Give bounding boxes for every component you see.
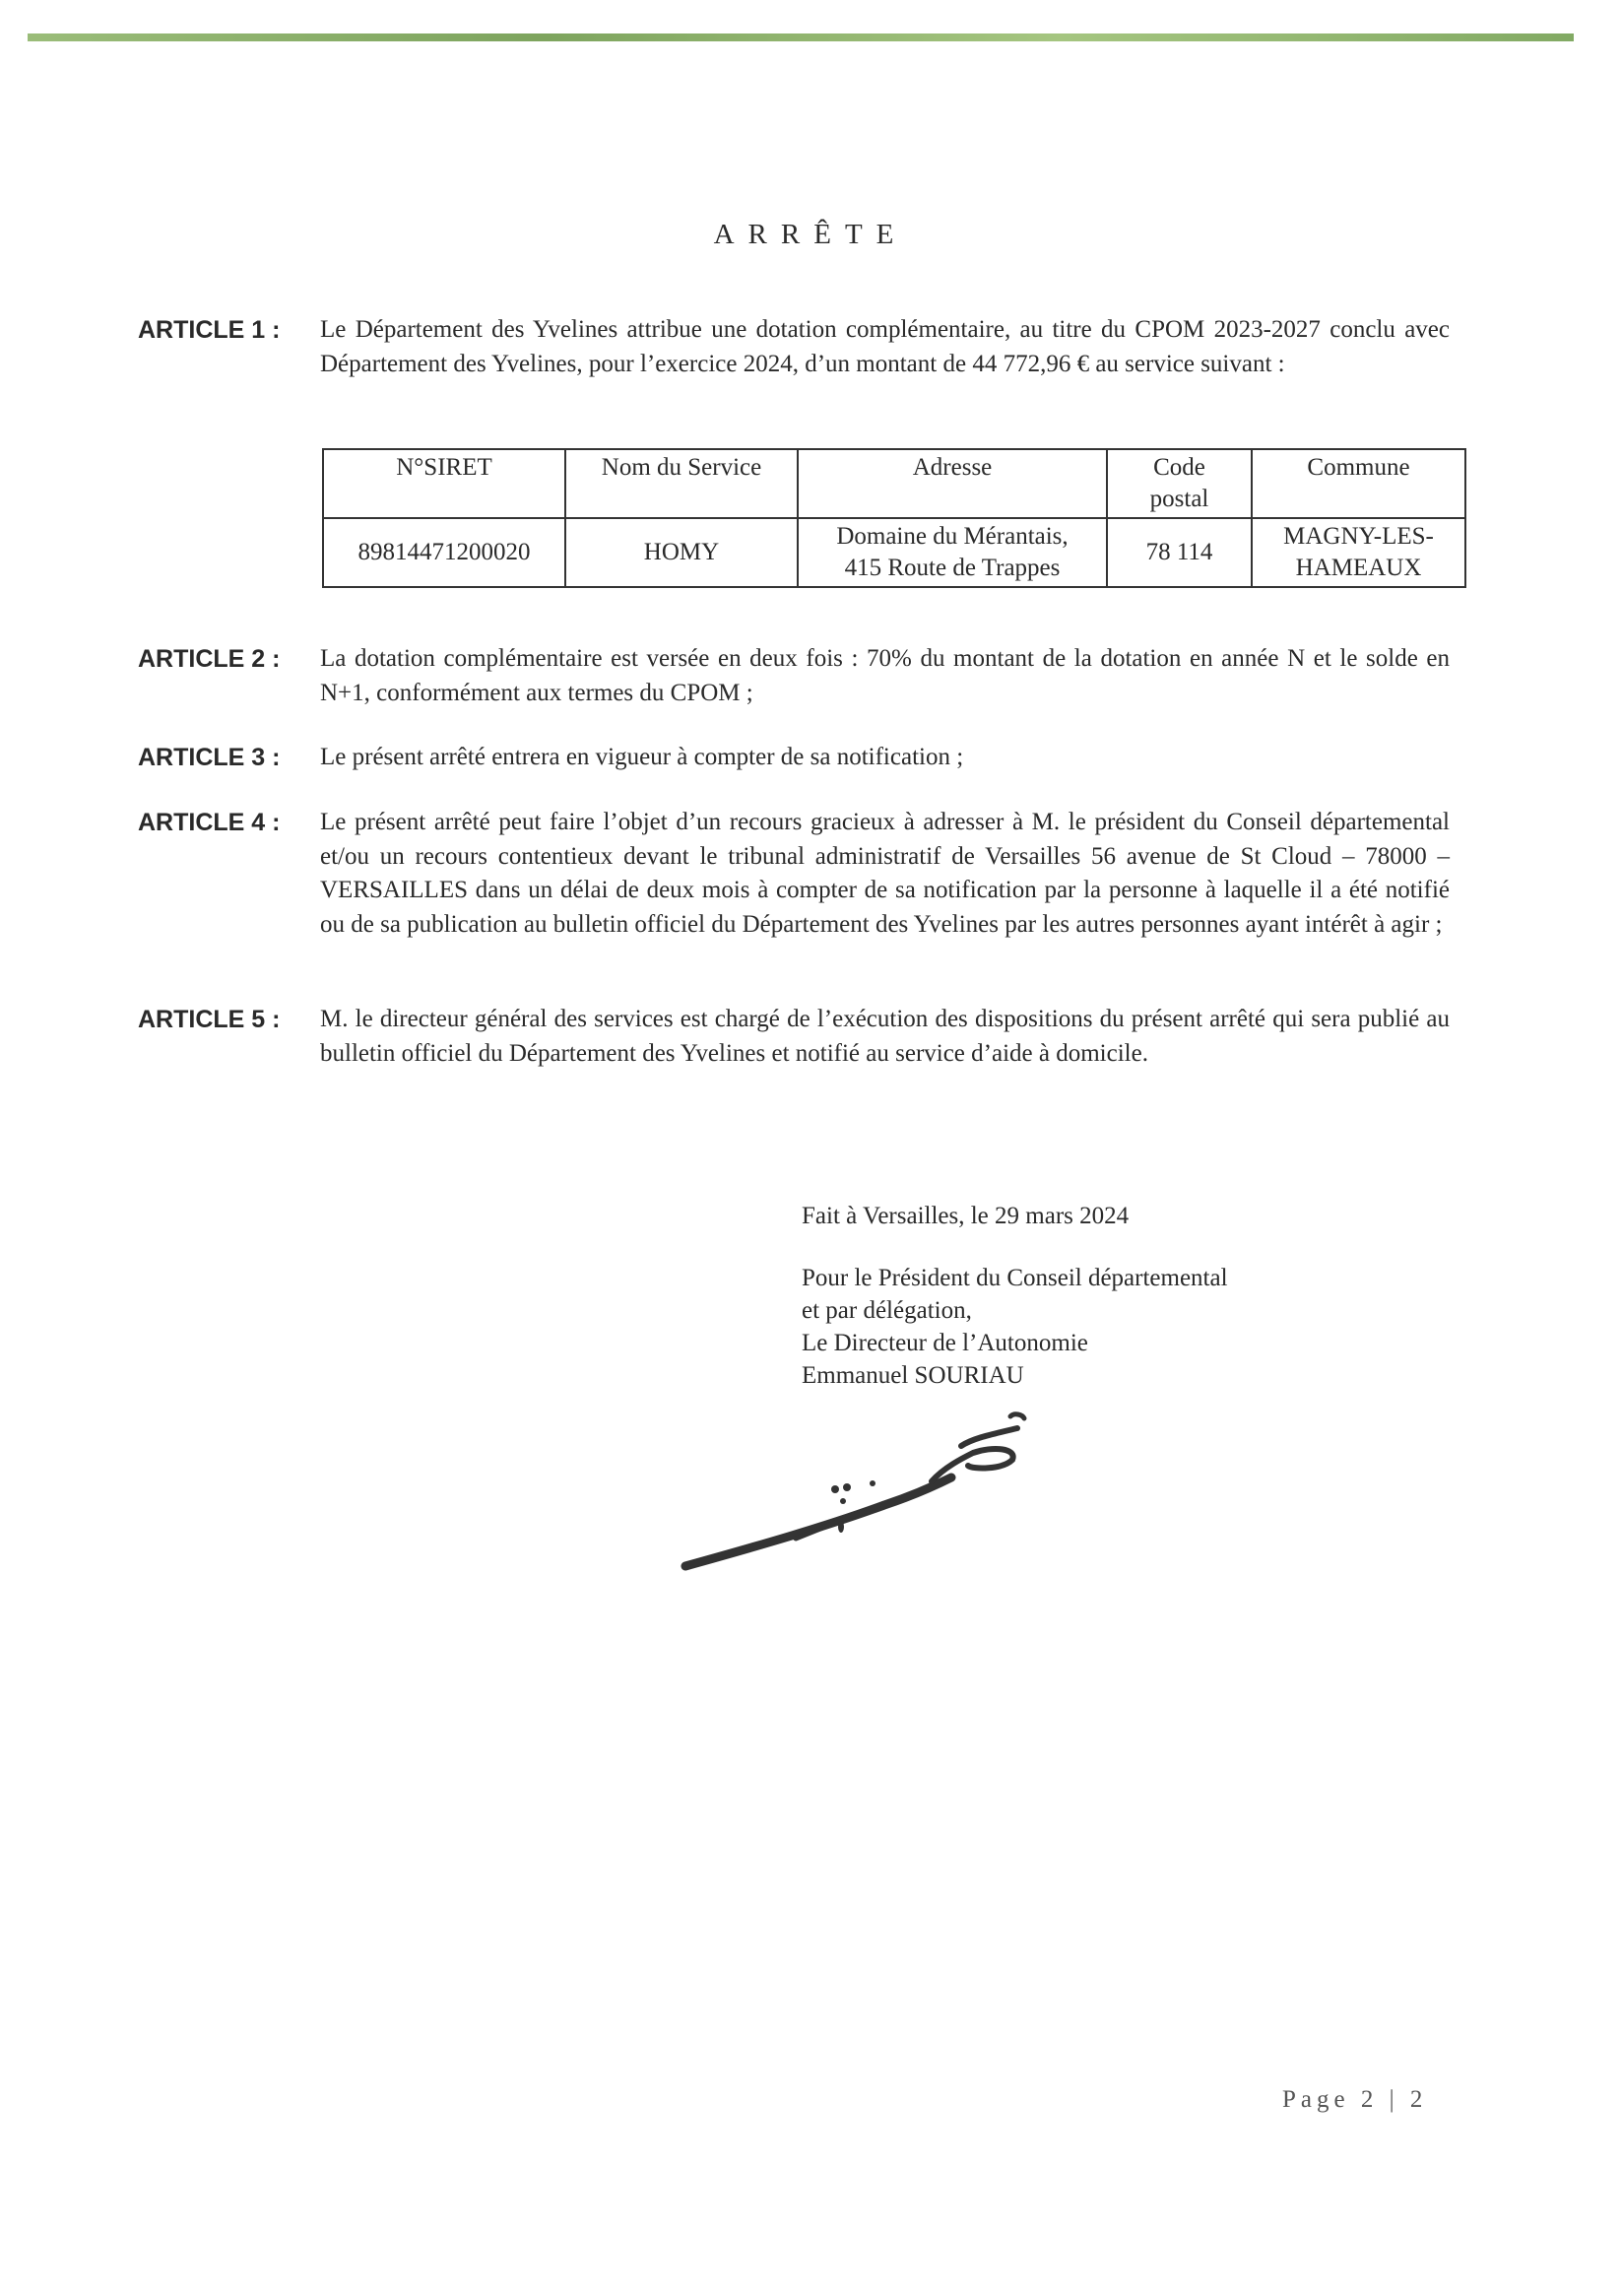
document-title: ARRÊTE — [713, 219, 908, 250]
table-row — [323, 518, 1465, 587]
header-decorative-band — [28, 33, 1574, 41]
place-date: Fait à Versailles, le 29 mars 2024 — [802, 1203, 1130, 1229]
signatory-line-1: Pour le Président du Conseil départemental — [802, 1265, 1228, 1291]
article-5-label: ARTICLE 5 : — [138, 1006, 281, 1033]
cell-commune-line2: HAMEAUX — [1295, 555, 1422, 581]
page-number: Page 2 | 2 — [1282, 2086, 1428, 2113]
signatory-line-2: et par délégation, — [802, 1297, 972, 1324]
cell-address-line2: 415 Route de Trappes — [844, 555, 1061, 581]
service-table — [322, 448, 1466, 588]
article-1-label: ARTICLE 1 : — [138, 316, 281, 344]
header-service: Nom du Service — [565, 449, 798, 518]
article-3 — [138, 741, 1450, 775]
table-header-row — [323, 449, 1465, 518]
article-2 — [138, 642, 1450, 710]
signature-block — [802, 1200, 1228, 1392]
article-2-text: La dotation complémentaire est versée en deux fois : 70% du montant de la dotation en année N et le solde en N+1, conformément aux termes du CPOM ; — [320, 645, 1450, 706]
header-commune: Commune — [1252, 449, 1465, 518]
cell-commune — [1252, 518, 1465, 587]
signatory-line-3: Le Directeur de l’Autonomie — [802, 1330, 1088, 1356]
article-4-label: ARTICLE 4 : — [138, 809, 281, 836]
article-1 — [138, 313, 1450, 381]
cell-siret: 89814471200020 — [323, 518, 565, 587]
header-siret: N°SIRET — [323, 449, 565, 518]
article-2-label: ARTICLE 2 : — [138, 645, 281, 673]
article-5 — [138, 1003, 1450, 1071]
article-4 — [138, 806, 1450, 942]
article-1-text: Le Département des Yvelines attribue une dotation complémentaire, au titre du CPOM 2023-2027 conclu avec Département des Yvelines, pour l’exercice 2024, d’un montant de 44 772,96 € au service suivant : — [320, 316, 1450, 377]
cell-address-line1: Domaine du Mérantais, — [836, 523, 1069, 550]
cell-commune-line1: MAGNY-LES- — [1283, 523, 1434, 550]
cell-postal-code: 78 114 — [1107, 518, 1252, 587]
cell-address — [798, 518, 1107, 587]
handwritten-signature — [678, 1399, 1071, 1596]
article-5-text: M. le directeur général des services est chargé de l’exécution des dispositions du présent arrêté qui sera publié au bulletin officiel du Département des Yvelines et notifié au service d’aide à domicile. — [320, 1006, 1450, 1067]
signatory-name: Emmanuel SOURIAU — [802, 1362, 1024, 1389]
article-4-text: Le présent arrêté peut faire l’objet d’un recours gracieux à adresser à M. le président du Conseil départemental et/ou un recours contentieux devant le tribunal administratif de Versailles 56 avenue de St Cloud – 78000 – VERSAILLES dans un délai de deux mois à compter de sa notification par la personne à laquelle il a été notifié ou de sa publication au bulletin officiel du Département des Yvelines par les autres personnes ayant intérêt à agir ; — [320, 809, 1450, 938]
cell-service: HOMY — [565, 518, 798, 587]
header-address: Adresse — [798, 449, 1107, 518]
article-3-text: Le présent arrêté entrera en vigueur à compter de sa notification ; — [320, 744, 964, 770]
header-postal-code: Code postal — [1107, 449, 1252, 518]
article-3-label: ARTICLE 3 : — [138, 744, 281, 771]
